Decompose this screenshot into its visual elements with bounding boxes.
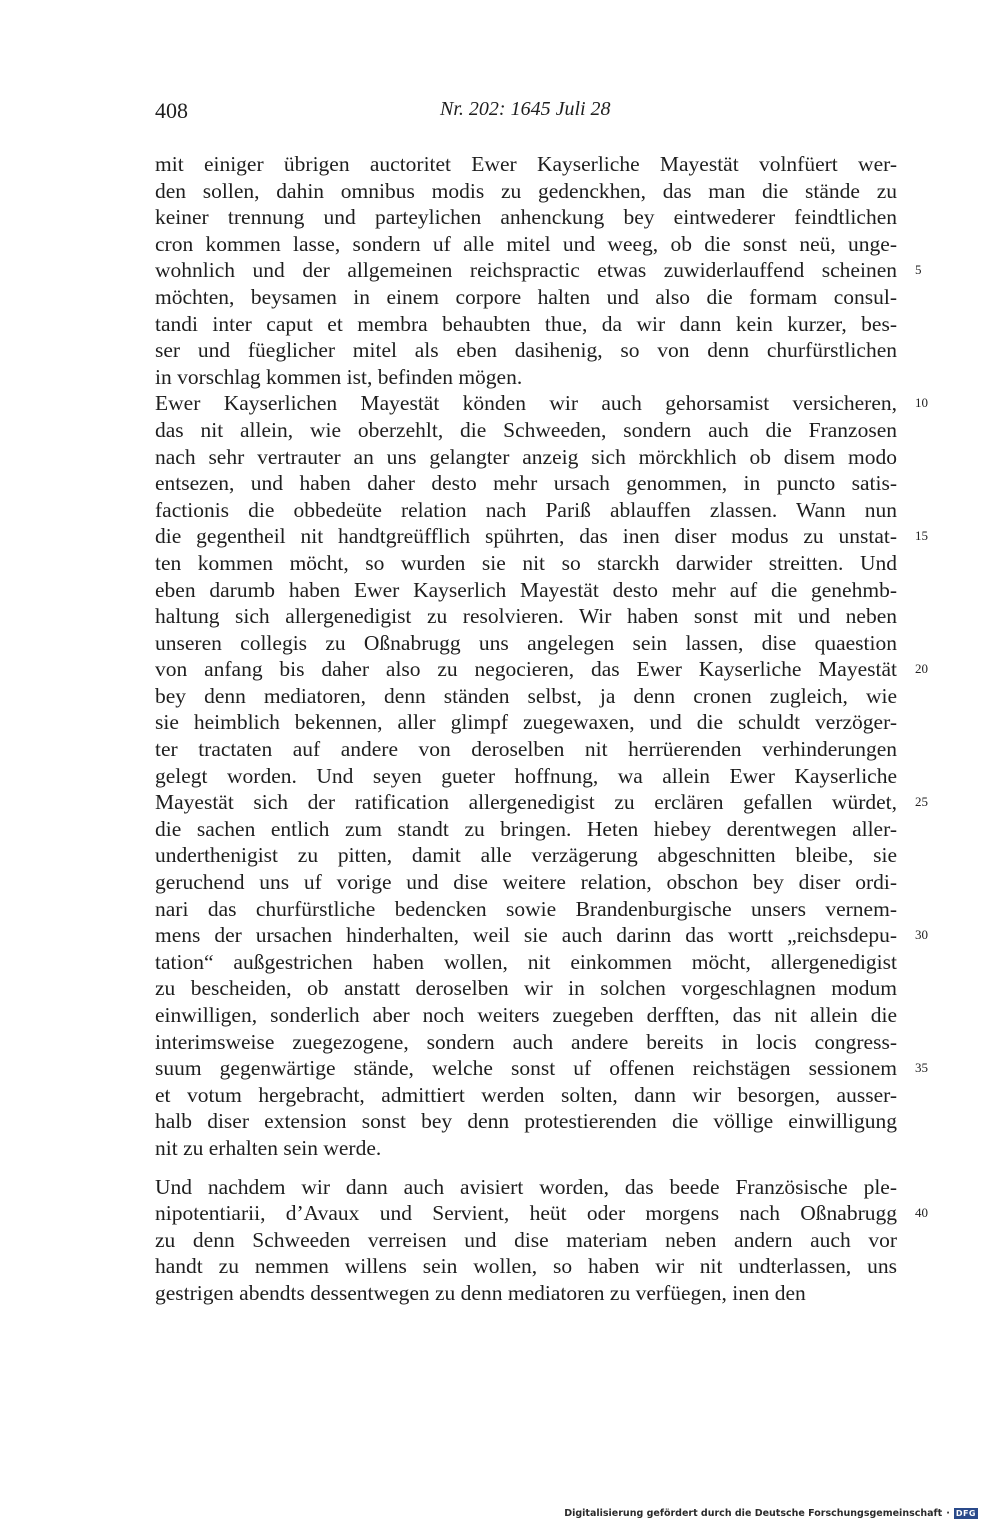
text-line: mens der ursachen hinderhalten, weil sie auch darinn das wortt „reichsdepu- <box>155 923 897 948</box>
text-line: Und nachdem wir dann auch avisiert worden, das beede Französische ple- <box>155 1174 897 1199</box>
text-line: entsezen, und haben daher desto mehr ursach genommen, in puncto satis- <box>155 471 897 496</box>
dfg-logo: DFG <box>955 1509 976 1518</box>
margin-line-number: 35 <box>915 1060 928 1076</box>
text-line: interimsweise zuegezogene, sondern auch andere bereits in locis congress- <box>155 1029 897 1054</box>
text-line: in vorschlag kommen ist, befinden mögen. <box>155 364 523 389</box>
text-line: tandi inter caput et membra behaubten thue, da wir dann kein kurzer, bes- <box>155 311 897 336</box>
text-line: ter tractaten auf andere von deroselben nit herrüerenden verhinderungen <box>155 737 897 762</box>
text-line: gestrigen abendts dessentwegen zu denn mediatoren zu verfüegen, inen den <box>155 1280 806 1305</box>
text-line: zu denn Schweeden verreisen und dise materiam neben andern auch vor <box>155 1227 897 1252</box>
text-line: die gegentheil nit handtgreüfflich spührten, das inen diser modus zu unstat- <box>155 524 897 549</box>
text-line: ten kommen möcht, so wurden sie nit so starckh darwider streitten. Und <box>155 550 897 575</box>
funding-footer: Digitalisierung gefördert durch die Deutsche Forschungsgemeinschaft · DFG <box>564 1508 976 1519</box>
text-line: zu bescheiden, ob anstatt deroselben wir in solchen vorgeschlagnen modum <box>155 976 897 1001</box>
text-line: von anfang bis daher also zu negocieren, das Ewer Kayserliche Mayestät <box>155 657 897 682</box>
text-line: nit zu erhalten sein werde. <box>155 1135 382 1160</box>
text-line: mit einiger übrigen auctoritet Ewer Kayserliche Mayestät volnfüert wer- <box>155 152 897 176</box>
text-line: suum gegenwärtige stände, welche sonst uf offenen reichstägen sessionem <box>155 1056 897 1081</box>
margin-line-number: 30 <box>915 927 928 943</box>
margin-line-number: 15 <box>915 528 928 544</box>
text-line: Mayestät sich der ratification allergenedigist zu erclären gefallen würdet, <box>155 790 897 815</box>
text-line: bey denn mediatoren, denn ständen selbst, ja denn cronen zugleich, wie <box>155 683 897 708</box>
text-line: factionis die obbedeüte relation nach Pariß ablauffen zlassen. Wann nun <box>155 497 897 522</box>
running-title: Nr. 202: 1645 Juli 28 <box>440 98 611 120</box>
text-line: eben darumb haben Ewer Kayserlich Mayestät desto mehr auf die genehmb- <box>155 577 897 602</box>
text-line: den sollen, dahin omnibus modis zu gedenckhen, das man die stände zu <box>155 178 897 203</box>
footer-text: Digitalisierung gefördert durch die Deutsche Forschungsgemeinschaft <box>564 1508 943 1519</box>
text-line: die sachen entlich zum standt zu bringen. Heten hiebey derentwegen aller- <box>155 816 897 841</box>
text-line: Ewer Kayserlichen Mayestät könden wir auch gehorsamist versicheren, <box>155 391 897 416</box>
text-line: haltung sich allergenedigist zu resolvieren. Wir haben sonst mit und neben <box>155 604 897 629</box>
text-line: nach sehr vertrauter an uns gelangter anzeig sich mörckhlich ob disem modo <box>155 444 897 469</box>
text-line: geruchend uns uf vorige und dise weitere relation, obschon bey diser ordi- <box>155 870 897 895</box>
margin-line-number: 5 <box>915 262 922 278</box>
text-line: nari das churfürstliche bedencken sowie Brandenburgische unsers vernem- <box>155 896 897 921</box>
page-number: 408 <box>155 98 188 123</box>
margin-line-number: 20 <box>915 661 928 677</box>
text-line: keiner trennung und parteylichen anhenckung bey eintwederer feindtlichen <box>155 205 897 230</box>
text-line: sie heimblich bekennen, aller glimpf zuegewaxen, und die schuldt verzöger- <box>155 710 897 735</box>
margin-line-number: 25 <box>915 794 928 810</box>
text-line: handt zu nemmen willens sein wollen, so haben wir nit undterlassen, uns <box>155 1254 897 1279</box>
text-line: gelegt worden. Und seyen gueter hoffnung, wa allein Ewer Kayserliche <box>155 763 897 788</box>
text-line: wohnlich und der allgemeinen reichspractic etwas zuwiderlauffend scheinen <box>155 258 897 283</box>
text-line: halb diser extension sonst bey denn protestierenden die völlige einwilligung <box>155 1109 897 1134</box>
text-line: underthenigist zu pitten, damit alle verzägerung abgeschnitten bleibe, sie <box>155 843 897 868</box>
text-line: möchten, beysamen in einem corpore halten und also die formam consul- <box>155 284 897 309</box>
text-line: ser und füeglicher mitel als eben dasihenig, so von denn churfürstlichen <box>155 338 897 363</box>
text-line: cron kommen lasse, sondern uf alle mitel und weeg, ob die sonst neü, unge- <box>155 231 897 256</box>
text-line: et votum hergebracht, admittiert werden solten, dann wir besorgen, ausser- <box>155 1082 897 1107</box>
body-text <box>155 151 897 1307</box>
text-line: unseren collegis zu Oßnabrugg uns angelegen sein lassen, dise quaestion <box>155 630 897 655</box>
margin-line-number: 40 <box>915 1205 928 1221</box>
text-line: einwilligen, sonderlich aber noch weiters zuegeben derfften, das nit allein die <box>155 1003 897 1027</box>
text-line: nipotentiarii, d’Avaux und Servient, heüt oder morgens nach Oßnabrugg <box>155 1201 897 1226</box>
margin-line-number: 10 <box>915 395 928 411</box>
text-line: das nit allein, wie oberzehlt, die Schweeden, sondern auch die Franzosen <box>155 417 897 442</box>
text-line: tation“ außgestrichen haben wollen, nit einkommen möcht, allergenedigist <box>155 949 897 974</box>
